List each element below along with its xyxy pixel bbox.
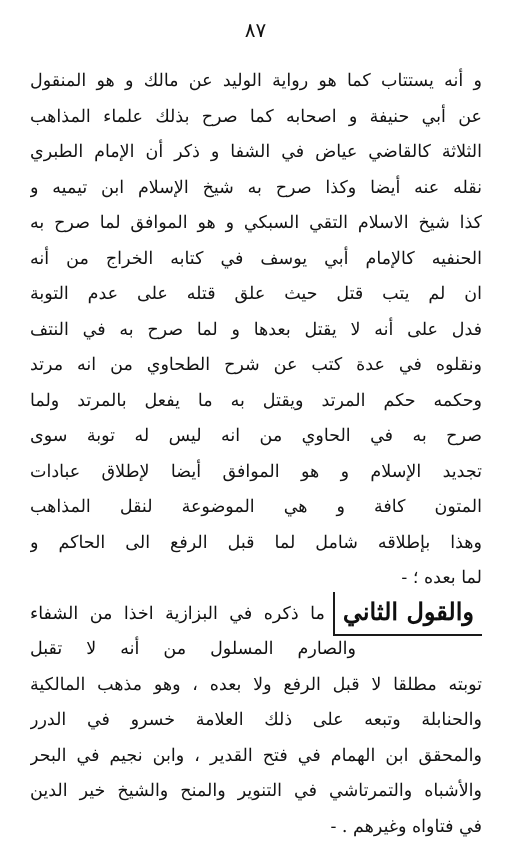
text-line: كذا شيخ الاسلام التقي السبكي و هو الموافق لما صرح به <box>30 206 482 242</box>
text-line: والمحقق ابن الهمام في فتح القدير ، وابن نجيم في البحر <box>30 739 482 775</box>
text-line: الثلاثة كالقاضي عياض في الشفا و ذكر أن الإمام الطبري <box>30 135 482 171</box>
text-line: توبته مطلقا لا قبل الرفع ولا بعده ، وهو مذهب المالكية <box>30 668 482 704</box>
text-line: لما بعده ؛ - <box>30 561 482 597</box>
text-line: وحكمه حكم المرتد ويقتل به ما يفعل بالمرتد ولما <box>30 384 482 420</box>
text-line: عن أبي حنيفة و اصحابه كما صرح بذلك علماء المذاهب <box>30 100 482 136</box>
text-line: وهذا بإطلاقه شامل لما قبل الرفع الى الحاكم و <box>30 526 482 562</box>
text-line: والصارم المسلول من أنه لا تقبل <box>30 632 356 668</box>
text-line: فدل على أنه لا يقتل بعدها و لما صرح به في النتف <box>30 313 482 349</box>
text-line: المتون كافة و هي الموضوعة لنقل المذاهب <box>30 490 482 526</box>
text-line: تجديد الإسلام و هو الموافق أيضا لإطلاق عبادات <box>30 455 482 491</box>
text-line: نقله عنه أيضا وكذا صرح به شيخ الإسلام ابن تيميه و <box>30 171 482 207</box>
text-line: صرح به في الحاوي من انه ليس له توبة سوى <box>30 419 482 455</box>
text-line: الحنفيه كالإمام أبي يوسف في كتابه الخراج من أنه <box>30 242 482 278</box>
text-line: والأشباه والتمرتاشي في التنوير والمنح والشيخ خير الدين <box>30 774 482 810</box>
text-line: و أنه يستتاب كما هو رواية الوليد عن مالك و هو المنقول <box>30 64 482 100</box>
text-line: في فتاواه وغيرهم . - <box>30 810 482 845</box>
section-heading-continuation <box>30 632 482 668</box>
section-heading-row <box>30 597 482 633</box>
text-line: والحنابلة وتبعه على ذلك العلامة خسرو في الدرر <box>30 703 482 739</box>
page-number: ٨٧ <box>0 18 511 42</box>
section-heading: والقول الثاني <box>333 592 482 636</box>
text-body <box>30 64 482 845</box>
text-line: ما ذكره في البزازية اخذا من الشفاء <box>30 597 325 633</box>
text-line: ان لم يتب قتل حيث علق قتله على عدم التوبة <box>30 277 482 313</box>
text-line: ونقلوه في عدة كتب عن شرح الطحاوي من انه مرتد <box>30 348 482 384</box>
